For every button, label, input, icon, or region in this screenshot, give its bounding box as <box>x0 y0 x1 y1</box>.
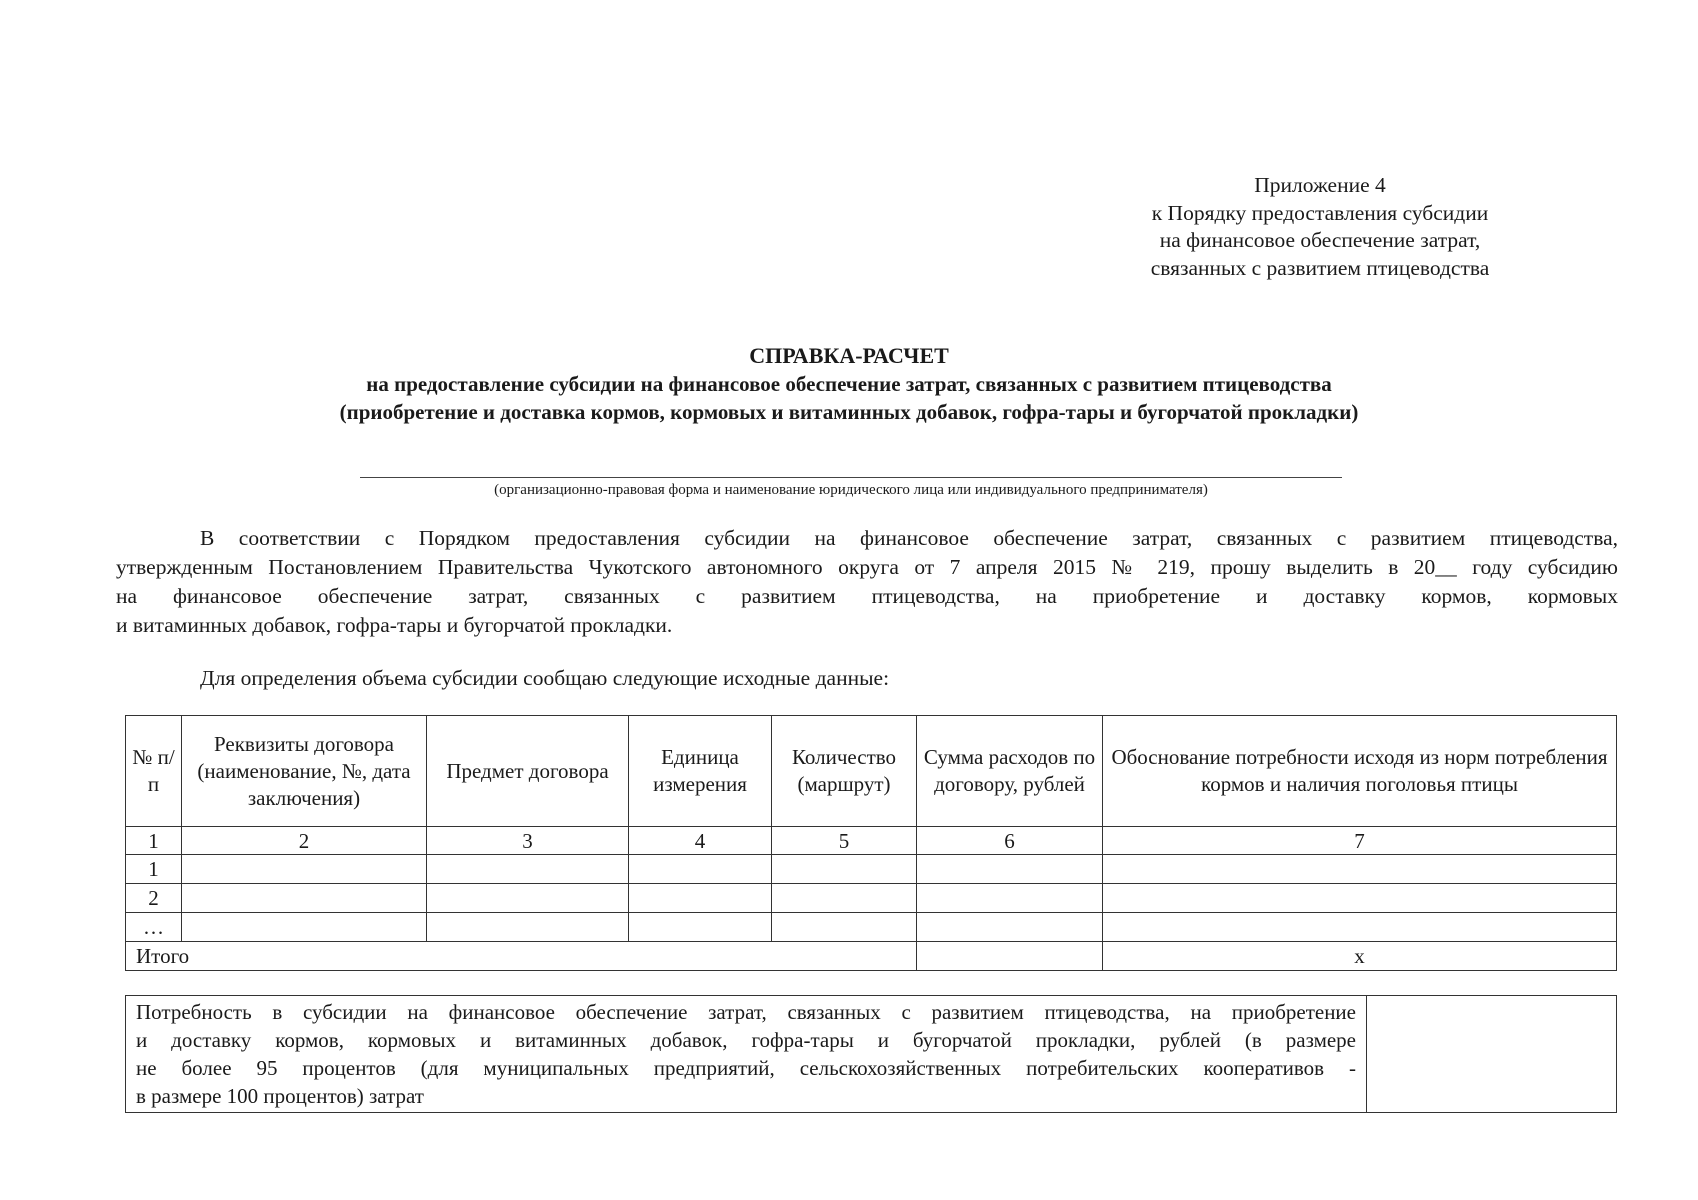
table-cell[interactable] <box>917 884 1103 913</box>
column-header: Единица измерения <box>629 716 772 827</box>
column-number: 1 <box>126 827 182 855</box>
column-header: № п/п <box>126 716 182 827</box>
table-cell[interactable] <box>772 884 917 913</box>
total-justification-cell: х <box>1103 942 1617 971</box>
table-cell[interactable] <box>629 913 772 942</box>
table-cell[interactable] <box>1103 855 1617 884</box>
paragraph-line: утвержденным Постановлением Правительства Чукотского автономного округа от 7 апреля 2015 № 219, прошу выделить в 20__ году субсидию <box>116 555 1618 579</box>
table-cell[interactable] <box>1103 913 1617 942</box>
appendix-ref-line: связанных с развитием птицеводства <box>1150 255 1490 280</box>
document-subtitle: (приобретение и доставка кормов, кормовых и витаминных добавок, гофра-тары и бугорчатой прокладки) <box>339 400 1359 424</box>
subsidy-need-description <box>126 996 1367 1113</box>
paragraph-line: и витаминных добавок, гофра-тары и бугорчатой прокладки. <box>116 613 673 637</box>
paragraph-line: В соответствии с Порядком предоставления субсидии на финансовое обеспечение затрат, связанных с развитием птицеводства, <box>200 526 1618 550</box>
column-number: 2 <box>182 827 427 855</box>
total-label: Итого <box>126 942 917 971</box>
column-number: 4 <box>629 827 772 855</box>
organization-name-field[interactable] <box>360 477 1342 478</box>
table-cell[interactable] <box>427 884 629 913</box>
column-number: 6 <box>917 827 1103 855</box>
column-header: Сумма расходов по договору, рублей <box>917 716 1103 827</box>
document-title: СПРАВКА-РАСЧЕТ <box>749 343 949 368</box>
appendix-ref-line: на финансовое обеспечение затрат, <box>1159 228 1481 252</box>
row-number: 2 <box>126 884 182 913</box>
description-line: и доставку кормов, кормовых и витаминных добавок, гофра-тары и бугорчатой прокладки, рублей (в размере <box>136 1028 1356 1052</box>
appendix-number: Приложение 4 <box>1254 173 1386 197</box>
column-header: Количество (маршрут) <box>772 716 917 827</box>
table-cell[interactable] <box>629 855 772 884</box>
table-cell[interactable] <box>182 855 427 884</box>
document-subtitle: на предоставление субсидии на финансовое обеспечение затрат, связанных с развитием птицеводства <box>366 372 1332 396</box>
column-number: 3 <box>427 827 629 855</box>
table-cell[interactable] <box>772 855 917 884</box>
table-cell[interactable] <box>427 855 629 884</box>
description-line: в размере 100 процентов) затрат <box>136 1084 424 1108</box>
table-cell[interactable] <box>917 855 1103 884</box>
document-title-block <box>0 342 1698 426</box>
table-header-row <box>126 716 1617 827</box>
column-number: 7 <box>1103 827 1617 855</box>
table-cell[interactable] <box>1103 884 1617 913</box>
column-number: 5 <box>772 827 917 855</box>
row-number: 1 <box>126 855 182 884</box>
column-header: Обоснование потребности исходя из норм потребления кормов и наличия поголовья птицы <box>1103 716 1617 827</box>
total-sum-cell[interactable] <box>917 942 1103 971</box>
description-line: Потребность в субсидии на финансовое обеспечение затрат, связанных с развитием птицеводства, на приобретение <box>136 1000 1356 1024</box>
subsidy-need-value-cell[interactable] <box>1367 996 1617 1113</box>
table-cell[interactable] <box>182 913 427 942</box>
column-header: Реквизиты договора (наименование, №, дата заключения) <box>182 716 427 827</box>
table-cell[interactable] <box>629 884 772 913</box>
paragraph-line: на финансовое обеспечение затрат, связанных с развитием птицеводства, на приобретение и доставку кормов, кормовых <box>116 584 1618 608</box>
table-cell[interactable] <box>427 913 629 942</box>
table-cell[interactable] <box>182 884 427 913</box>
column-header: Предмет договора <box>427 716 629 827</box>
table-row <box>126 855 1617 884</box>
appendix-ref-line: к Порядку предоставления субсидии <box>1151 200 1489 225</box>
total-row <box>126 942 1617 971</box>
table-row <box>126 884 1617 913</box>
data-intro-text: Для определения объема субсидии сообщаю следующие исходные данные: <box>200 666 890 690</box>
organization-name-caption: (организационно-правовая форма и наименование юридического лица или индивидуального предпринимателя) <box>494 482 1208 498</box>
request-paragraph <box>116 524 1618 640</box>
table-cell[interactable] <box>917 913 1103 942</box>
calculation-table <box>125 715 1617 971</box>
subsidy-need-row <box>126 996 1617 1113</box>
subsidy-need-table <box>125 995 1617 1113</box>
description-line: не более 95 процентов (для муниципальных предприятий, сельскохозяйственных потребительских кооперативов - <box>136 1056 1356 1080</box>
table-cell[interactable] <box>772 913 917 942</box>
row-number: … <box>126 913 182 942</box>
appendix-header <box>1080 172 1560 282</box>
column-number-row <box>126 827 1617 855</box>
table-row <box>126 913 1617 942</box>
